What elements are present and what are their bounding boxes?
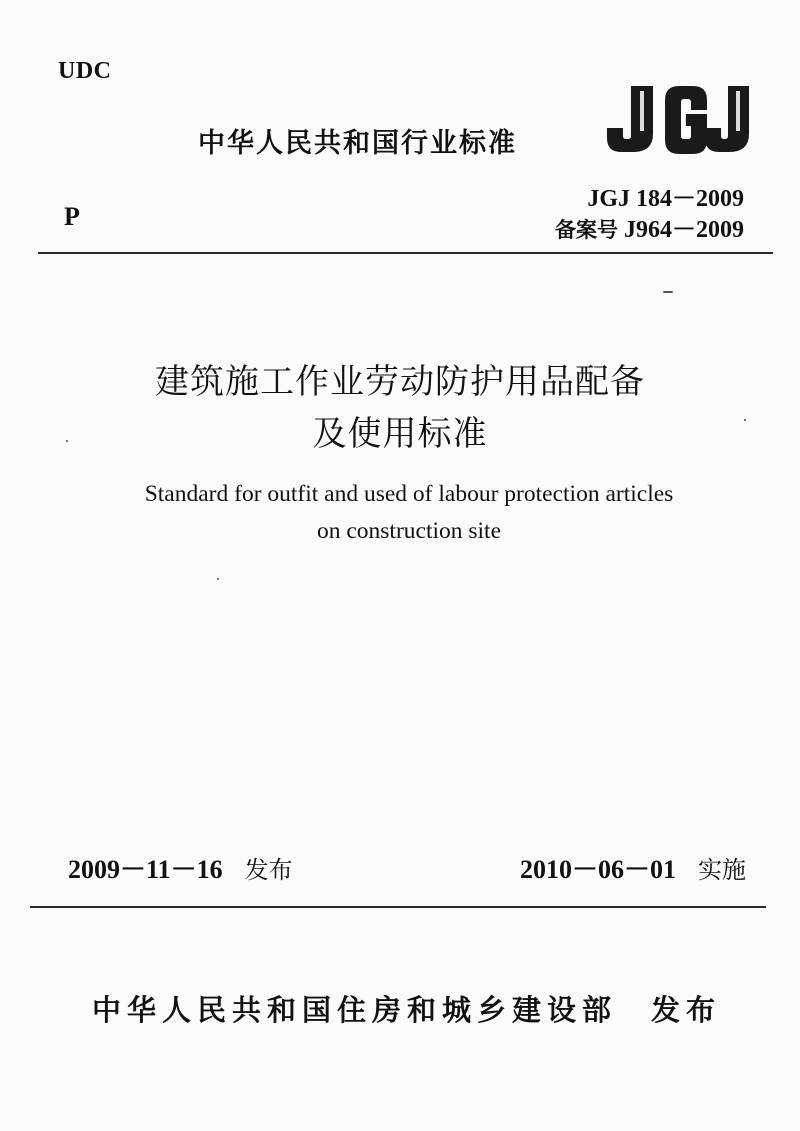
publisher-name: 中华人民共和国住房和城乡建设部 <box>92 993 618 1027</box>
classification-letter: P <box>64 202 80 231</box>
implementation-label: 实施 <box>698 856 746 884</box>
issue-label: 发布 <box>244 856 293 884</box>
standard-number: JGJ 184－2009 <box>587 186 744 212</box>
record-number-label: 备案号 <box>555 218 618 242</box>
record-number-line <box>555 209 744 244</box>
record-number-value: J964－2009 <box>624 217 744 243</box>
issue-date: 2009－11－16 <box>68 855 223 884</box>
scan-speck <box>663 291 673 293</box>
scan-speck <box>217 578 219 580</box>
publisher-action: 发布 <box>651 993 722 1027</box>
chinese-title-line-1: 建筑施工作业劳动防护用品配备 <box>155 362 645 402</box>
udc-label: UDC <box>58 58 112 84</box>
chinese-title-line-2: 及使用标准 <box>312 414 488 454</box>
issue-date-group <box>68 849 293 886</box>
top-divider <box>38 252 773 254</box>
jgj-logo <box>607 82 753 156</box>
scan-speck <box>744 419 746 421</box>
chinese-title <box>0 356 800 460</box>
english-title <box>0 476 800 550</box>
date-row <box>0 849 800 889</box>
english-title-line-2: on construction site <box>316 518 502 544</box>
implementation-date-group <box>520 849 746 886</box>
publisher-line <box>92 988 721 1029</box>
scan-speck <box>66 440 68 442</box>
bottom-divider <box>30 906 766 908</box>
industry-standard-heading: 中华人民共和国行业标准 <box>198 128 517 159</box>
english-title-line-1: Standard for outfit and used of labour protection articles <box>144 481 674 507</box>
implementation-date: 2010－06－01 <box>519 855 676 884</box>
